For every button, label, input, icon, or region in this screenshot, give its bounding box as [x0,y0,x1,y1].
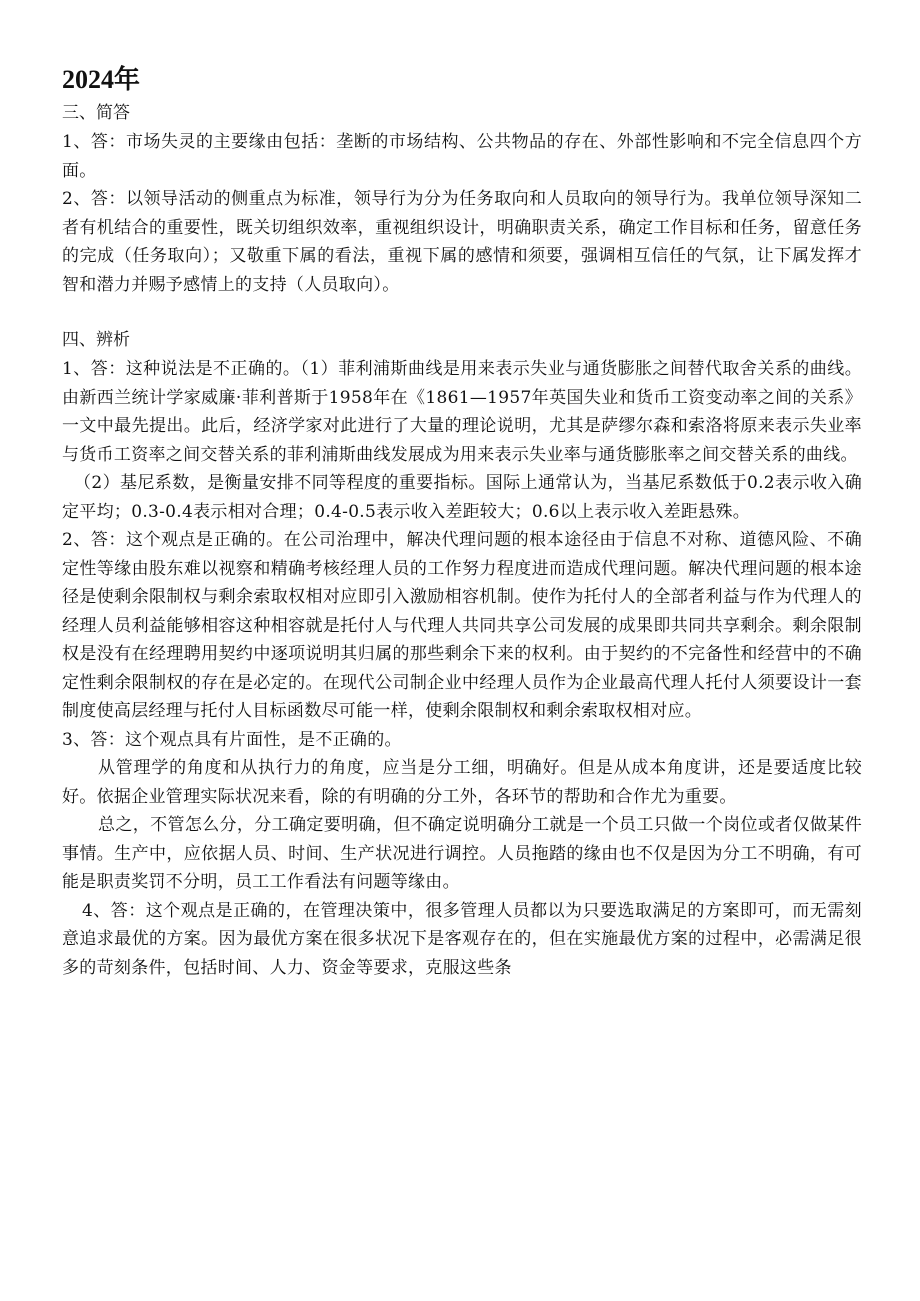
answer-paragraph: 从管理学的角度和从执行力的角度，应当是分工细，明确好。但是从成本角度讲，还是要适度比较好。依据企业管理实际状况来看，除的有明确的分工外，各环节的帮助和合作尤为重要。 [62,758,862,807]
answer-paragraph: 2、答：这个观点是正确的。在公司治理中，解决代理问题的根本途径由于信息不对称、道德风险、不确定性等缘由股东难以视察和精确考核经理人员的工作努力程度进而造成代理问题。解决代理问题的根本途径是使剩余限制权与剩余索取权相对应即引入激励相容机制。使作为托付人的全部者利益与作为代理人的经理人员利益能够相容这种相容就是托付人与代理人共同共享公司发展的成果即共同共享剩余。剩余限制权是没有在经理聘用契约中逐项说明其归属的那些剩余下来的权利。由于契约的不完备性和经营中的不确定性剩余限制权的存在是必定的。在现代公司制企业中经理人员作为企业最高代理人托付人须要设计一套制度使高层经理与托付人目标函数尽可能一样，使剩余限制权和剩余索取权相对应。 [62,530,862,721]
answer-paragraph: 2、答：以领导活动的侧重点为标准，领导行为分为任务取向和人员取向的领导行为。我单位领导深知二者有机结合的重要性，既关切组织效率，重视组织设计，明确职责关系，确定工作目标和任务，留意任务的完成（任务取向）；又敬重下属的看法，重视下属的感情和须要，强调相互信任的气氛，让下属发挥才智和潜力并赐予感情上的支持（人员取向）。 [62,189,862,295]
answer-paragraph: （2）基尼系数，是衡量安排不同等程度的重要指标。国际上通常认为，当基尼系数低于0.2表示收入确定平均；0.3-0.4表示相对合理；0.4-0.5表示收入差距较大；0.6以上表示收入差距悬殊。 [62,473,862,522]
answer-paragraph: 总之，不管怎么分，分工确定要明确，但不确定说明确分工就是一个员工只做一个岗位或者仅做某件事情。生产中，应依据人员、时间、生产状况进行调控。人员拖踏的缘由也不仅是因为分工不明确，有可能是职责奖罚不分明，员工工作看法有问题等缘由。 [62,815,862,892]
answer-paragraph: 4、答：这个观点是正确的，在管理决策中，很多管理人员都以为只要选取满足的方案即可，而无需刻意追求最优的方案。因为最优方案在很多状况下是客观存在的，但在实施最优方案的过程中，必需满足很多的苛刻条件，包括时间、人力、资金等要求，克服这些条 [62,900,862,978]
document-page [62,62,862,982]
section-heading-analysis: 四、辨析 [62,330,130,350]
section-spacer [62,299,862,325]
section-heading-short-answer: 三、简答 [62,103,130,123]
answer-paragraph: 3、答：这个观点具有片面性，是不正确的。 [62,729,402,750]
answer-paragraph: 1、答：这种说法是不正确的。（1）菲利浦斯曲线是用来表示失业与通货膨胀之间替代取舍关系的曲线。由新西兰统计学家威廉·菲利普斯于1958年在《1861—1957年英国失业和货币工资变动率之间的关系》一文中最先提出。此后，经济学家对此进行了大量的理论说明，尤其是萨缪尔森和索洛将原来表示失业率与货币工资率之间交替关系的菲利浦斯曲线发展成为用来表示失业率与通货膨胀率之间交替关系的曲线。 [62,359,862,465]
year-title: 2024年 [62,65,141,94]
answer-paragraph: 1、答：市场失灵的主要缘由包括：垄断的市场结构、公共物品的存在、外部性影响和不完全信息四个方面。 [62,132,862,181]
